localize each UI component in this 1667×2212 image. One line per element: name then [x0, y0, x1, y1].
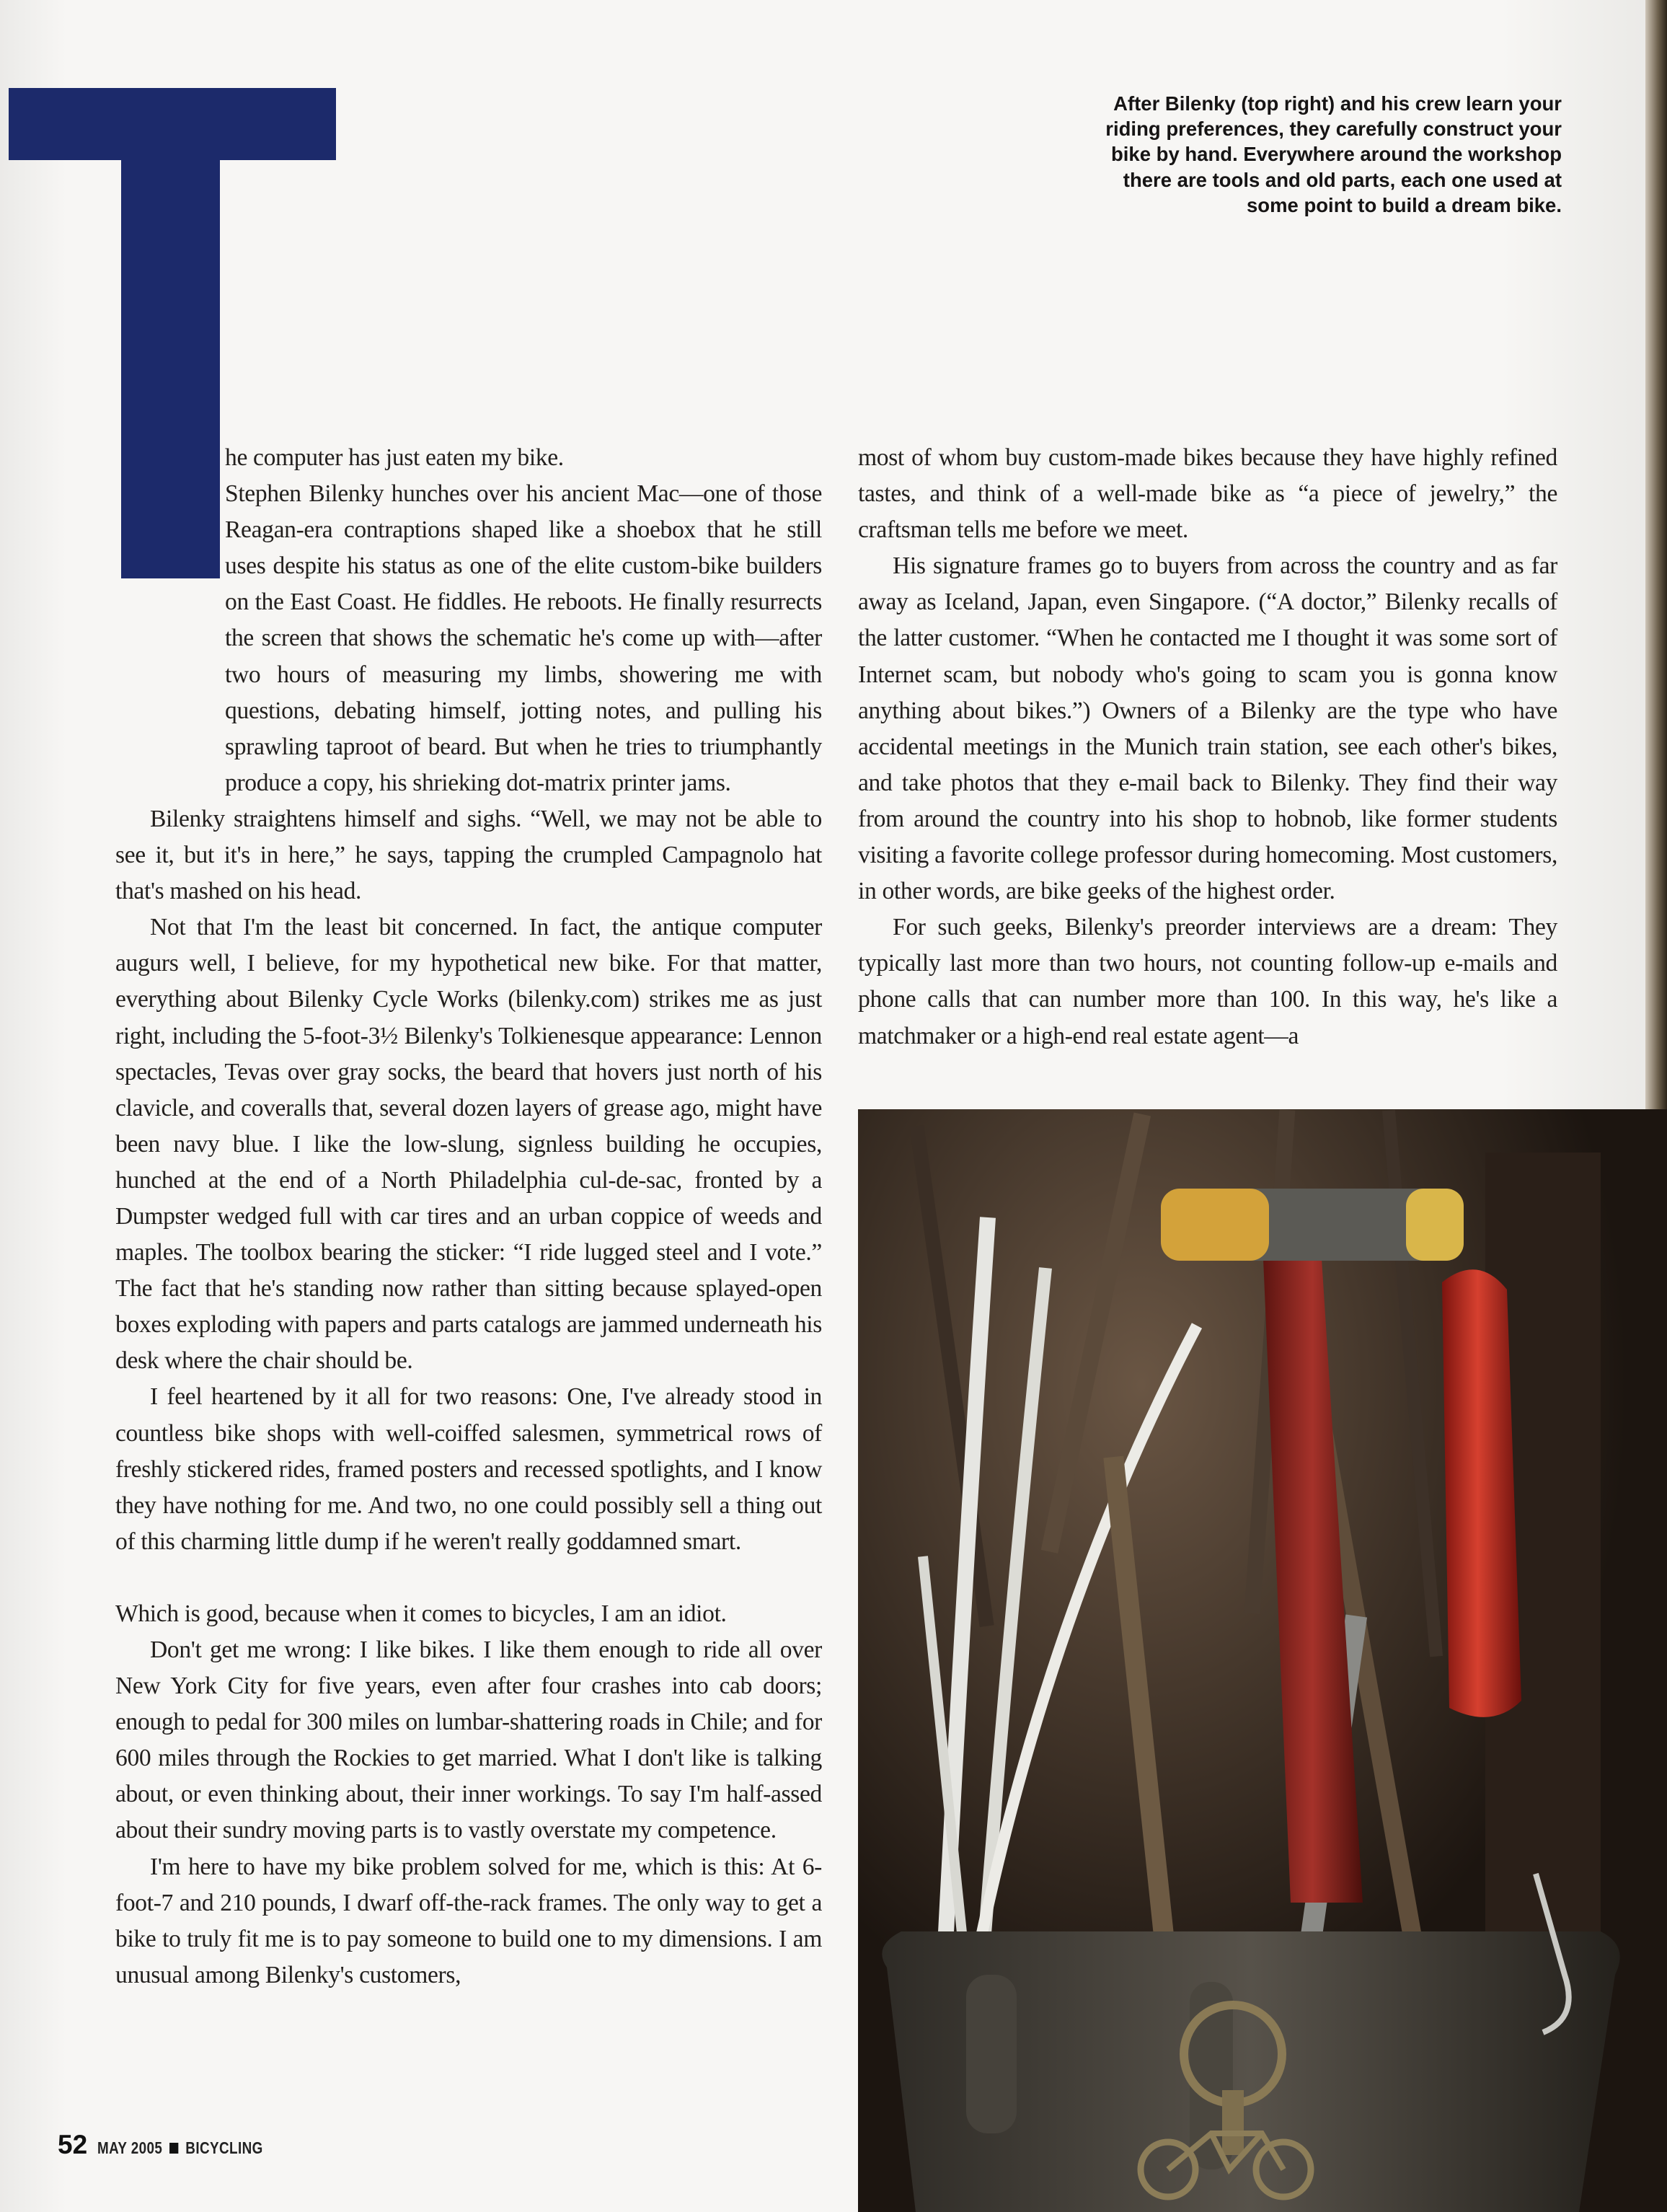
magazine-name: BICYCLING [185, 2138, 263, 2157]
paragraph-right-0: most of whom buy custom-made bikes because they have highly refined tastes, and think of a well-made bike as “a piece of jewelry,” the craftsman tells me before we meet. [858, 444, 1557, 544]
hammer-face-left [1161, 1189, 1269, 1261]
article-right-column [858, 440, 1557, 1054]
photo-caption: After Bilenky (top right) and his crew learn your riding preferences, they carefully construct your bike by hand. Everywhere around the workshop there are tools and old parts, each one used at some point to build a dream bike. [1105, 92, 1562, 216]
paragraph-left-7: I'm here to have my bike problem solved for me, which is this: At 6-foot-7 and 210 pounds, I dwarf off-the-rack frames. The only way to get a bike to truly fit me is to pay someone to build one to my dimensions. I am unusual among Bilenky's customers, [115, 1853, 822, 1988]
page-number: 52 [58, 2130, 88, 2159]
paragraph-left-1-text: Stephen Bilenky hunches over his ancient Mac—one of those Reagan-era contraptions shaped like a shoebox that he still uses despite his status as one of the elite custom-bike builders on the East Coast. He fiddles. He reboots. He finally resurrects the screen that shows the schematic he's come up with—after two hours of measuring my limbs, showering me with questions, debating himself, jotting notes, and pulling his sprawling taproot of beard. But when he tries to triumphantly produce a copy, his shrieking dot-matrix printer jams. [225, 480, 822, 796]
paragraph-left-6: Don't get me wrong: I like bikes. I like them enough to ride all over New York City for five years, even after four crashes into cab doors; enough to pedal for 300 miles on lumbar-shattering roads in Chile; and for 600 miles through the Rockies to get married. What I don't like is talking about, or even thinking about, their inner workings. To say I'm half-assed about their sundry moving parts is to vastly overstate my competence. [115, 1636, 822, 1844]
article-left-column [115, 440, 822, 1993]
issue-line [97, 2138, 263, 2158]
paragraph-left-4: I feel heartened by it all for two reasons: One, I've already stood in countless bike shops with well-coiffed salesmen, symmetrical rows of freshly stickered rides, framed posters and recessed spotlights, and I know they have nothing for me. And two, no one could possibly sell a thing out of this charming little dump if he weren't really goddamned smart. [115, 1383, 822, 1555]
paragraph-right-2: For such geeks, Bilenky's preorder interviews are a dream: They typically last more than two hours, not counting follow-up e-mails and phone calls that can number more than 100. In this way, he's like a matchmaker or a high-end real estate agent—a [858, 914, 1557, 1049]
charm-link [1222, 2090, 1244, 2155]
square-bullet-icon [169, 2143, 178, 2154]
holder-ridge [966, 1975, 1017, 2133]
paragraph-right-1: His signature frames go to buyers from across the country and as far away as Iceland, Japan, even Singapore. (“A doctor,” Bilenky recalls of the latter customer. “When he contacted me I thought it was some sort of Internet scam, but nobody who's going to scam you is gonna know anything about bikes.”) Owners of a Bilenky are the type who have accidental meetings in the Munich train station, see each other's bikes, and take photos that they e-mail back to Bilenky. They find their way from around the country into his shop to hobnob, like former students visiting a favorite college professor during homecoming. Most customers, in other words, are bike geeks of the highest order. [858, 552, 1557, 905]
paragraph-left-2: Bilenky straightens himself and sighs. “Well, we may not be able to see it, but it's in here,” he says, tapping the crumpled Campagnolo hat that's mashed on his head. [115, 805, 822, 905]
issue-date: MAY 2005 [97, 2138, 163, 2157]
paragraph-left-5: Which is good, because when it comes to bicycles, I am an idiot. [115, 1600, 727, 1627]
photo-illustration [858, 1109, 1667, 2212]
page-folio [58, 2130, 299, 2166]
paragraph-left-1 [115, 476, 822, 801]
workshop-tools-photo [858, 1109, 1667, 2212]
hammer-face-right [1406, 1189, 1464, 1261]
paragraph-opening: he computer has just eaten my bike. [225, 444, 564, 471]
paragraph-left-3: Not that I'm the least bit concerned. In fact, the antique computer augurs well, I believe, for my hypothetical new bike. For that matter, everything about Bilenky Cycle Works (bilenky.com) strikes me as just right, including the 5-foot-3½ Bilenky's Tolkienesque appearance: Lennon spectacles, Tevas over gray socks, the beard that hovers just north of his clavicle, and coveralls that, several dozen layers of grease ago, might have been navy blue. I like the low-slung, signless building he occupies, hunched at the end of a North Philadelphia cul-de-sac, fronted by a Dumpster wedged full with car tires and an urban coppice of weeds and maples. The toolbox bearing the sticker: “I ride lugged steel and I vote.” The fact that he's standing now rather than sitting because splayed-open boxes exploding with papers and parts catalogs are jammed underneath his desk where the chair should be. [115, 914, 822, 1375]
dropcap-bar [9, 88, 336, 160]
